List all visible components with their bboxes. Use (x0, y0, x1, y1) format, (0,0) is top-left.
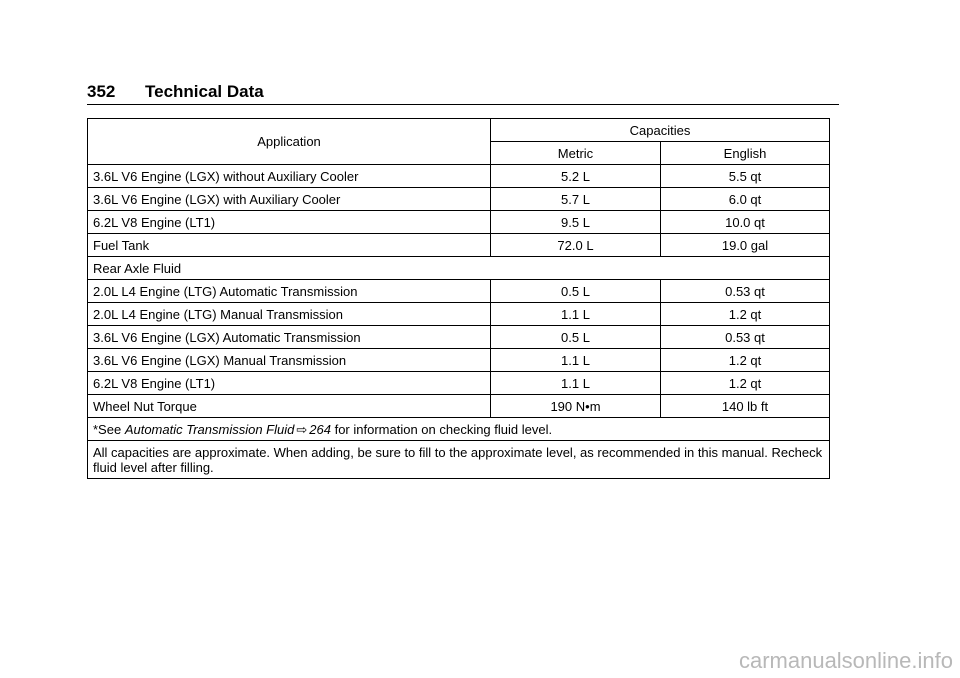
footnote-suffix: for information on checking fluid level. (330, 421, 553, 437)
table-row (88, 326, 830, 349)
header-capacities: Capacities (491, 119, 830, 142)
footnote (88, 418, 830, 441)
row-application: 2.0L L4 Engine (LTG) Manual Transmission (88, 303, 491, 326)
watermark: carmanualsonline.info (738, 648, 953, 673)
header-application: Application (88, 119, 491, 165)
row-english: 1.2 qt (661, 349, 830, 372)
table-row (88, 395, 830, 418)
row-application: 6.2L V8 Engine (LT1) (88, 211, 491, 234)
row-application: Fuel Tank (88, 234, 491, 257)
footnote-page-ref[interactable]: 264 (309, 421, 331, 437)
section-title: Technical Data (145, 82, 264, 101)
note-row (88, 441, 830, 479)
row-metric: 190 N•m (491, 395, 661, 418)
row-english: 1.2 qt (661, 303, 830, 326)
row-english: 0.53 qt (661, 280, 830, 303)
row-metric: 5.7 L (491, 188, 661, 211)
row-english: 19.0 gal (661, 234, 830, 257)
row-application: 3.6L V6 Engine (LGX) Manual Transmission (88, 349, 491, 372)
row-metric: 5.2 L (491, 165, 661, 188)
table-row (88, 165, 830, 188)
page-header (87, 82, 839, 105)
capacities-note: All capacities are approximate. When adding, be sure to fill to the approximate level, as recommended in this manual. Recheck fluid level after filling. (88, 441, 830, 479)
footnote-link[interactable]: Automatic Transmission Fluid (124, 421, 295, 437)
footnote-prefix: *See (93, 421, 125, 437)
page-number: 352 (87, 82, 116, 101)
row-application: 3.6L V6 Engine (LGX) without Auxiliary Cooler (88, 165, 491, 188)
table-row (88, 234, 830, 257)
row-application: 6.2L V8 Engine (LT1) (88, 372, 491, 395)
capacities-table (87, 118, 830, 479)
table-row (88, 188, 830, 211)
row-metric: 1.1 L (491, 349, 661, 372)
table-header-row (88, 119, 830, 142)
row-english: 6.0 qt (661, 188, 830, 211)
footnote-row (88, 418, 830, 441)
row-metric: 0.5 L (491, 280, 661, 303)
row-metric: 0.5 L (491, 326, 661, 349)
table-row (88, 372, 830, 395)
table-row (88, 280, 830, 303)
row-metric: 9.5 L (491, 211, 661, 234)
row-metric: 72.0 L (491, 234, 661, 257)
row-english: 1.2 qt (661, 372, 830, 395)
row-application: 2.0L L4 Engine (LTG) Automatic Transmission (88, 280, 491, 303)
row-english: 140 lb ft (661, 395, 830, 418)
row-english: 10.0 qt (661, 211, 830, 234)
header-metric: Metric (491, 142, 661, 165)
row-application: 3.6L V6 Engine (LGX) with Auxiliary Cooler (88, 188, 491, 211)
row-application: 3.6L V6 Engine (LGX) Automatic Transmission (88, 326, 491, 349)
row-english: 5.5 qt (661, 165, 830, 188)
table-row (88, 211, 830, 234)
table-row (88, 303, 830, 326)
row-metric: 1.1 L (491, 303, 661, 326)
row-application: Wheel Nut Torque (88, 395, 491, 418)
row-english: 0.53 qt (661, 326, 830, 349)
row-metric: 1.1 L (491, 372, 661, 395)
header-english: English (661, 142, 830, 165)
page-reference-arrow-icon: ⇨ (296, 421, 308, 437)
table-section-row (88, 257, 830, 280)
table-row (88, 349, 830, 372)
section-rear-axle-fluid: Rear Axle Fluid (88, 257, 830, 280)
